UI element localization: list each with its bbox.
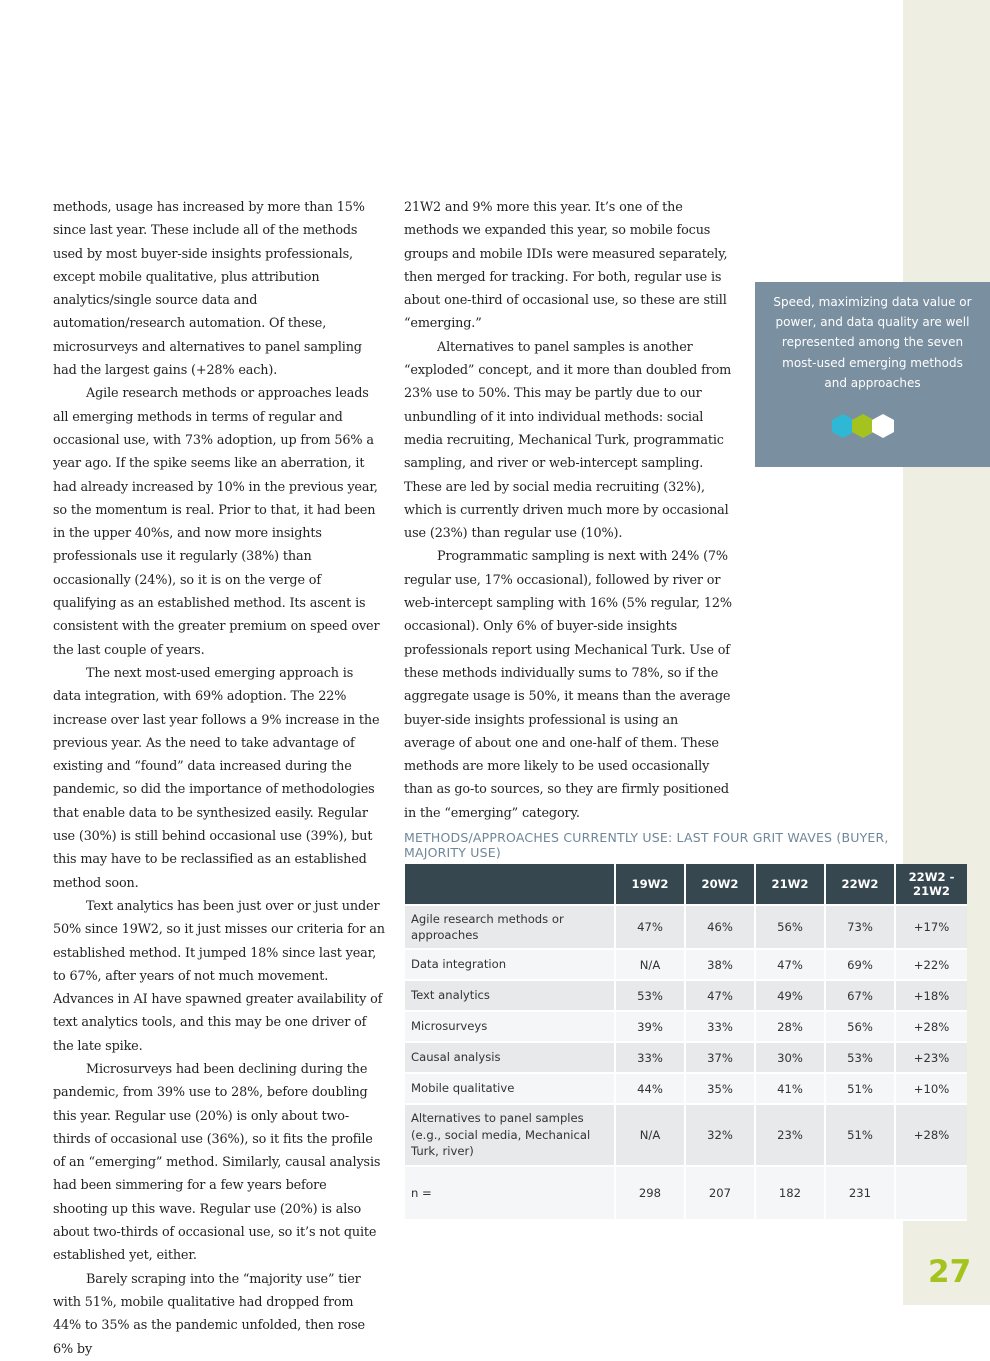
table-cell: 56% xyxy=(755,905,825,949)
header-cell xyxy=(405,864,615,905)
table-cell: 41% xyxy=(755,1073,825,1104)
table-cell: 298 xyxy=(615,1166,685,1220)
callout-box xyxy=(755,282,990,467)
text-column-left xyxy=(53,196,385,1361)
table-cell: 56% xyxy=(825,1011,895,1042)
hexagon-icon xyxy=(872,414,894,438)
table-row xyxy=(405,1042,967,1073)
table-cell: 30% xyxy=(755,1042,825,1073)
table-cell: 69% xyxy=(825,949,895,980)
page-number: 27 xyxy=(928,1254,972,1290)
table-row xyxy=(405,1073,967,1104)
table-cell: 231 xyxy=(825,1166,895,1220)
table-cell: 47% xyxy=(685,980,755,1011)
callout-text: Speed, maximizing data value or power, and data quality are well represented among the seven most-used emerging methods and approaches xyxy=(773,295,972,390)
table-cell: +10% xyxy=(895,1073,967,1104)
table-cell: +17% xyxy=(895,905,967,949)
table-cell: 53% xyxy=(825,1042,895,1073)
paragraph: Agile research methods or approaches leads all emerging methods in terms of regular and occasional use, with 73% adoption, up from 56% a year ago. If the spike seems like an aberration, it had already increased by 10% in the previous year, so the momentum is real. Prior to that, it had been in the upper 40%s, and now more insights professionals use it regularly (38%) than occasionally (24%), so it is on the verge of qualifying as an established method. Its ascent is consistent with the greater premium on speed over the last couple of years. xyxy=(53,386,380,658)
table-cell: 182 xyxy=(755,1166,825,1220)
paragraph: Text analytics has been just over or just under 50% since 19W2, so it just misses our criteria for an established method. It jumped 18% since last year, to 67%, after years of not much movement. Advances in AI have spawned greater availability of text analytics tools, and this may be one driver of the late spike. xyxy=(53,898,385,1054)
table-cell: 47% xyxy=(615,905,685,949)
table-cell: 46% xyxy=(685,905,755,949)
row-label: Microsurveys xyxy=(405,1011,615,1042)
table-cell xyxy=(895,1166,967,1220)
paragraph: methods, usage has increased by more than 15% since last year. These include all of the methods used by most buyer-side insights professionals, except mobile qualitative, plus attribution analytics/single source data and automation/research automation. Of these, microsurveys and alternatives to panel sampling had the largest gains (+28% each). xyxy=(53,200,365,379)
table-cell: 35% xyxy=(685,1073,755,1104)
table-cell: 53% xyxy=(615,980,685,1011)
table-row-n xyxy=(405,1166,967,1220)
hexagon-icons xyxy=(831,413,897,439)
paragraph: Microsurveys had been declining during the pandemic, from 39% use to 28%, before doubling this year. Regular use (20%) is only about two-thirds of occasional use (36%), so it fits the profile of an “emerging” method. Similarly, causal analysis had been simmering for a few years before shooting up this wave. Regular use (20%) is also about two-thirds of occasional use, so it’s not quite established yet, either. xyxy=(53,1061,381,1264)
header-cell: 20W2 xyxy=(685,864,755,905)
table-row xyxy=(405,905,967,949)
table-row xyxy=(405,980,967,1011)
table-cell: 38% xyxy=(685,949,755,980)
table-cell: +28% xyxy=(895,1011,967,1042)
header-cell: 21W2 xyxy=(755,864,825,905)
table-cell: 39% xyxy=(615,1011,685,1042)
table-cell: 44% xyxy=(615,1073,685,1104)
table-cell: 33% xyxy=(685,1011,755,1042)
paragraph: Programmatic sampling is next with 24% (7% regular use, 17% occasional), followed by river or web-intercept sampling with 16% (5% regular, 12% occasional). Only 6% of buyer-side insights professionals report using Mechanical Turk. Use of these methods individually sums to 78%, so if the aggregate usage is 50%, it means than the average buyer-side insights professional is using an average of about one and one-half of them. These methods are more likely to be used occasionally than as go-to sources, so they are firmly positioned in the “emerging” category. xyxy=(404,549,732,821)
table-cell: N/A xyxy=(615,1104,685,1166)
header-cell: 22W2 xyxy=(825,864,895,905)
table-cell: 28% xyxy=(755,1011,825,1042)
methods-table xyxy=(405,864,967,1221)
table-cell: N/A xyxy=(615,949,685,980)
table-cell: +22% xyxy=(895,949,967,980)
hexagon-icon xyxy=(832,414,854,438)
paragraph: 21W2 and 9% more this year. It’s one of the methods we expanded this year, so mobile focus groups and mobile IDIs were measured separately, then merged for tracking. For both, regular use is about one-third of occasional use, so these are still “emerging.” xyxy=(404,200,728,332)
table-cell: 47% xyxy=(755,949,825,980)
table-cell: 67% xyxy=(825,980,895,1011)
row-label: Causal analysis xyxy=(405,1042,615,1073)
table-row xyxy=(405,949,967,980)
paragraph: Barely scraping into the “majority use” tier with 51%, mobile qualitative had dropped from 44% to 35% as the pandemic unfolded, then rose 6% by xyxy=(53,1271,365,1357)
table-cell: 32% xyxy=(685,1104,755,1166)
paragraph: The next most-used emerging approach is data integration, with 69% adoption. The 22% increase over last year follows a 9% increase in the previous year. As the need to take advantage of existing and “found” data increased during the pandemic, so did the importance of methodologies that enable data to be synthesized easily. Regular use (30%) is still behind occasional use (39%), but this may have to be reclassified as an established method soon. xyxy=(53,665,380,891)
row-label: Data integration xyxy=(405,949,615,980)
row-label: Text analytics xyxy=(405,980,615,1011)
table-cell: 51% xyxy=(825,1073,895,1104)
table-title: METHODS/APPROACHES CURRENTLY USE: LAST FOUR GRIT WAVES (BUYER, MAJORITY USE) xyxy=(404,830,889,860)
text-column-right xyxy=(404,196,732,825)
table-cell: 51% xyxy=(825,1104,895,1166)
paragraph: Alternatives to panel samples is another “exploded” concept, and it more than doubled from 23% use to 50%. This may be partly due to our unbundling of it into individual methods: social media recruiting, Mechanical Turk, programmatic sampling, and river or web-intercept sampling. These are led by social media recruiting (32%), which is currently driven much more by occasional use (23%) than regular use (10%). xyxy=(404,339,732,542)
table-cell: 37% xyxy=(685,1042,755,1073)
row-label: Alternatives to panel samples (e.g., social media, Mechanical Turk, river) xyxy=(405,1104,615,1166)
header-cell: 19W2 xyxy=(615,864,685,905)
row-label: n = xyxy=(405,1166,615,1220)
table-row xyxy=(405,1011,967,1042)
table-cell: +28% xyxy=(895,1104,967,1166)
table-cell: +23% xyxy=(895,1042,967,1073)
row-label: Agile research methods or approaches xyxy=(405,905,615,949)
table-header-row xyxy=(405,864,967,905)
hexagon-icon xyxy=(852,414,874,438)
row-label: Mobile qualitative xyxy=(405,1073,615,1104)
table-cell: +18% xyxy=(895,980,967,1011)
table-cell: 73% xyxy=(825,905,895,949)
table-cell: 49% xyxy=(755,980,825,1011)
table-cell: 33% xyxy=(615,1042,685,1073)
header-cell: 22W2 - 21W2 xyxy=(895,864,967,905)
table-row xyxy=(405,1104,967,1166)
table-cell: 207 xyxy=(685,1166,755,1220)
table-cell: 23% xyxy=(755,1104,825,1166)
